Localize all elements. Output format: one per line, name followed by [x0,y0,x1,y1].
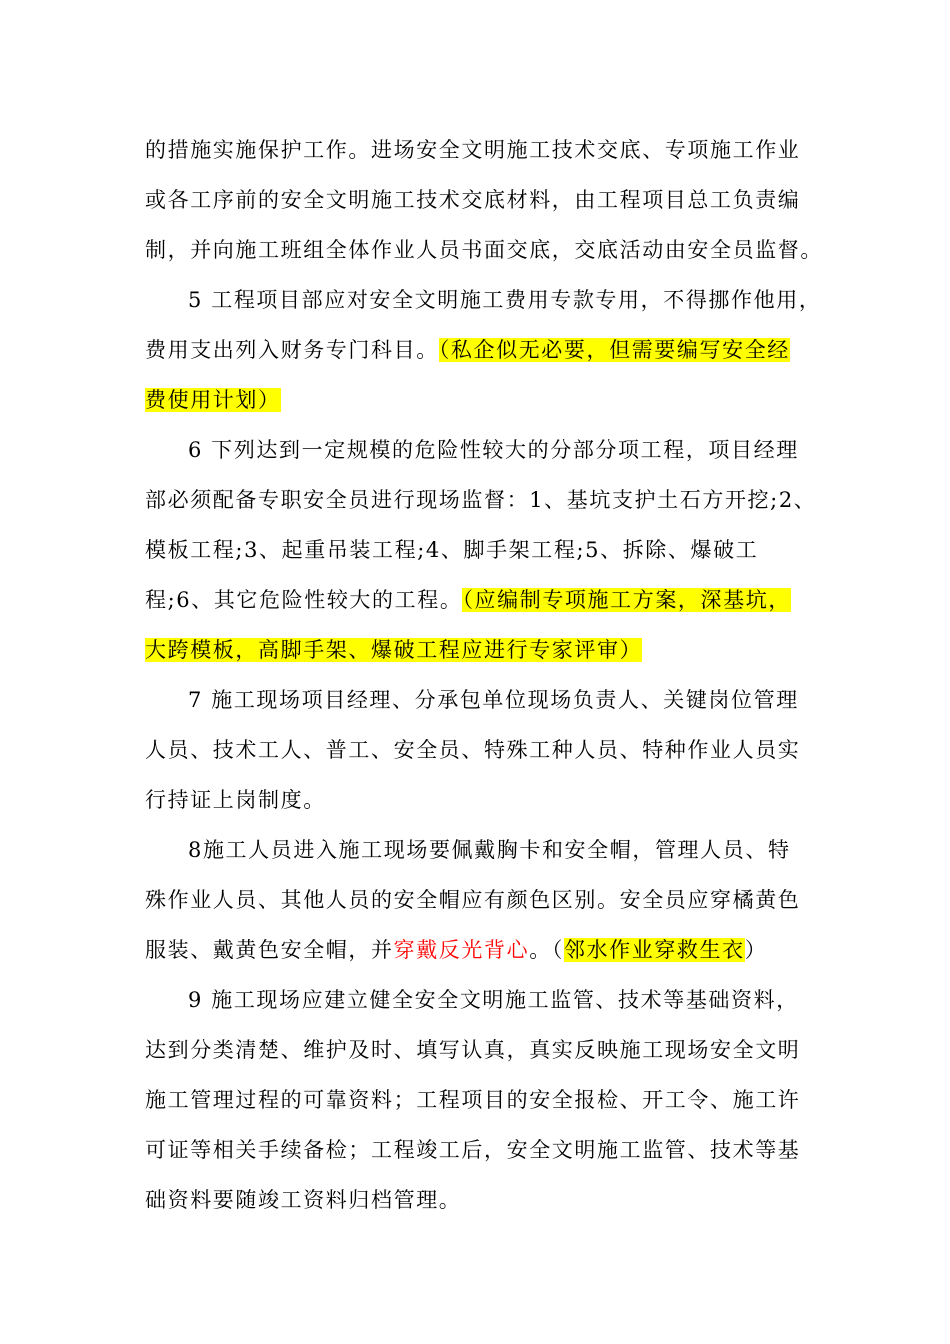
text-segment: 。（ [529,938,564,962]
text-line [145,535,758,565]
text-segment: 殊作业人员、其他人员的安全帽应有颜色区别。安全员应穿橘黄色 [145,888,801,912]
paragraph-7-start [188,685,799,715]
text-line [145,485,816,515]
text-segment: 8施工人员进入施工现场要佩戴胸卡和安全帽，管理人员、特 [188,838,791,862]
text-segment: 施工管理过程的可靠资料；工程项目的安全报检、开工令、施工许 [145,1088,801,1112]
text-line [145,1185,461,1215]
highlighted-note: 大跨模板，高脚手架、爆破工程应进行专家评审） [145,638,643,662]
text-line [145,385,281,415]
text-line [145,585,791,615]
text-segment: 础资料要随竣工资料归档管理。 [145,1188,462,1212]
paragraph-8-start [188,835,791,865]
paragraph-9-start [188,985,799,1015]
text-segment: 6 下列达到一定规模的危险性较大的分部分项工程，项目经理 [188,438,799,462]
text-segment: 部必须配备专职安全员进行现场监督：1、基坑支护土石方开挖;2、 [145,488,817,512]
text-segment: 费用支出列入财务专门科目。 [145,338,439,362]
text-segment: 达到分类清楚、维护及时、填写认真，真实反映施工现场安全文明 [145,1038,801,1062]
text-line [145,735,800,765]
text-segment: 程;6、其它危险性较大的工程。 [145,588,463,612]
text-line [145,185,800,215]
red-emphasis-text: 穿戴反光背心 [393,938,530,962]
text-segment: 7 施工现场项目经理、分承包单位现场负责人、关键岗位管理 [188,688,799,712]
text-line [145,335,790,365]
text-segment: 服装、戴黄色安全帽，并 [145,938,394,962]
text-segment: 或各工序前的安全文明施工技术交底材料，由工程项目总工负责编 [145,188,801,212]
text-line [145,785,326,815]
paragraph-5-start [188,285,821,315]
highlighted-note: 邻水作业穿救生衣 [563,938,745,962]
text-segment: 9 施工现场应建立健全安全文明施工监管、技术等基础资料， [188,988,799,1012]
text-line [145,1085,800,1115]
text-segment: 模板工程;3、起重吊装工程;4、脚手架工程;5、拆除、爆破工 [145,538,759,562]
highlighted-note: 费使用计划） [145,388,281,412]
text-segment: 行持证上岗制度。 [145,788,326,812]
text-segment: 人员、技术工人、普工、安全员、特殊工种人员、特种作业人员实 [145,738,801,762]
text-segment: 可证等相关手续备检；工程竣工后，安全文明施工监管、技术等基 [145,1138,801,1162]
text-line [145,885,800,915]
text-segment: ） [744,938,768,962]
text-line [145,1135,800,1165]
text-line [145,135,800,165]
text-segment: 制，并向施工班组全体作业人员书面交底，交底活动由安全员监督。 [145,238,823,262]
highlighted-note: （私企似无必要，但需要编写安全经 [438,338,790,362]
text-line [145,1035,800,1065]
text-line [145,635,642,665]
highlighted-note: （应编制专项施工方案，深基坑， [462,588,791,612]
text-segment: 的措施实施保护工作。进场安全文明施工技术交底、专项施工作业 [145,138,801,162]
text-line [145,235,823,265]
text-line [145,935,767,965]
paragraph-6-start [188,435,799,465]
text-segment: 5 工程项目部应对安全文明施工费用专款专用，不得挪作他用， [188,288,822,312]
